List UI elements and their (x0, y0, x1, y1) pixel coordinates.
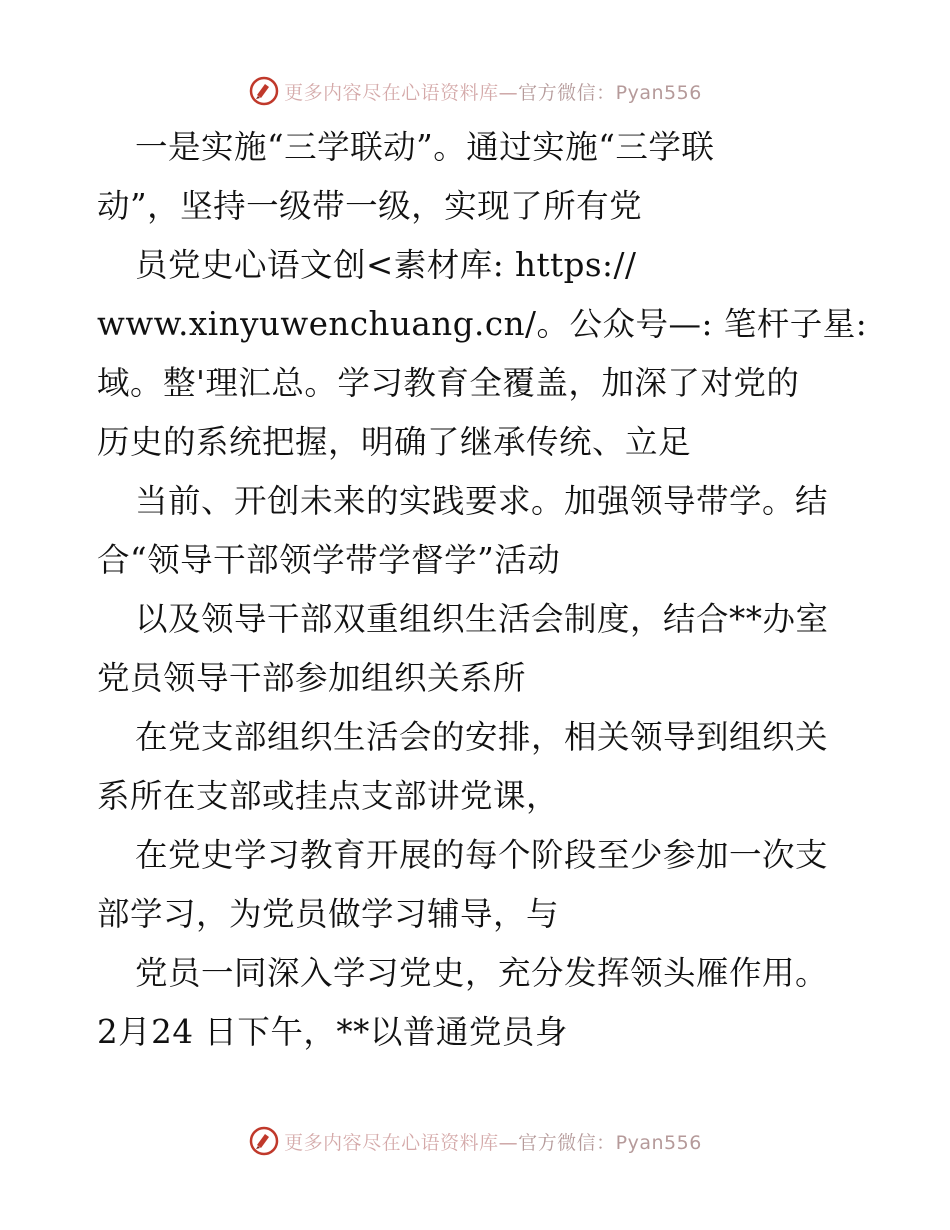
banner-wechat-text: 官方微信：Pyan556 (518, 1131, 702, 1154)
banner-text (284, 1128, 702, 1155)
text-line: 系所在支部或挂点支部讲党课， (97, 777, 560, 815)
text-line: 一是实施“三学联动”。通过实施“三学联 (135, 128, 715, 166)
text-line: 党员一同深入学习党史，充分发挥领头雁作用。 (135, 954, 829, 992)
text-line: 2月24 日下午，**以普通党员身 (97, 1013, 568, 1051)
banner-main-text: 更多内容尽在心语资料库 (284, 1131, 499, 1154)
text-line: 以及领导干部双重组织生活会制度，结合**办室 (135, 600, 829, 638)
banner-text (284, 78, 702, 105)
text-line: 在党支部组织生活会的安排，相关领导到组织关 (135, 718, 829, 756)
banner-separator: — (498, 81, 519, 104)
text-line: 当前、开创未来的实践要求。加强领导带学。结 (135, 482, 829, 520)
text-line: 在党史学习教育开展的每个阶段至少参加一次支 (135, 836, 829, 874)
text-line: 合“领导干部领学带学督学”活动 (97, 541, 561, 579)
text-line: www.xinyuwenchuang.cn/。公众号—: 笔杆子星: (97, 305, 868, 343)
banner-wechat-text: 官方微信：Pyan556 (518, 81, 702, 104)
header-banner (0, 74, 950, 108)
footer-banner (0, 1124, 950, 1158)
brand-logo-icon (248, 1125, 280, 1157)
text-line: 域。整'理汇总。学习教育全覆盖，加深了对党的 (97, 364, 800, 402)
banner-main-text: 更多内容尽在心语资料库 (284, 81, 499, 104)
text-line: 动”，坚持一级带一级，实现了所有党 (97, 187, 643, 225)
text-line: 党员领导干部参加组织关系所 (97, 659, 527, 697)
banner-separator: — (498, 1131, 519, 1154)
document-body (97, 118, 868, 1062)
text-line: 员党史心语文创<素材库: https:// (135, 246, 637, 284)
brand-logo-icon (248, 75, 280, 107)
text-line: 历史的系统把握，明确了继承传统、立足 (97, 423, 692, 461)
text-line: 部学习，为党员做学习辅导，与 (97, 895, 560, 933)
